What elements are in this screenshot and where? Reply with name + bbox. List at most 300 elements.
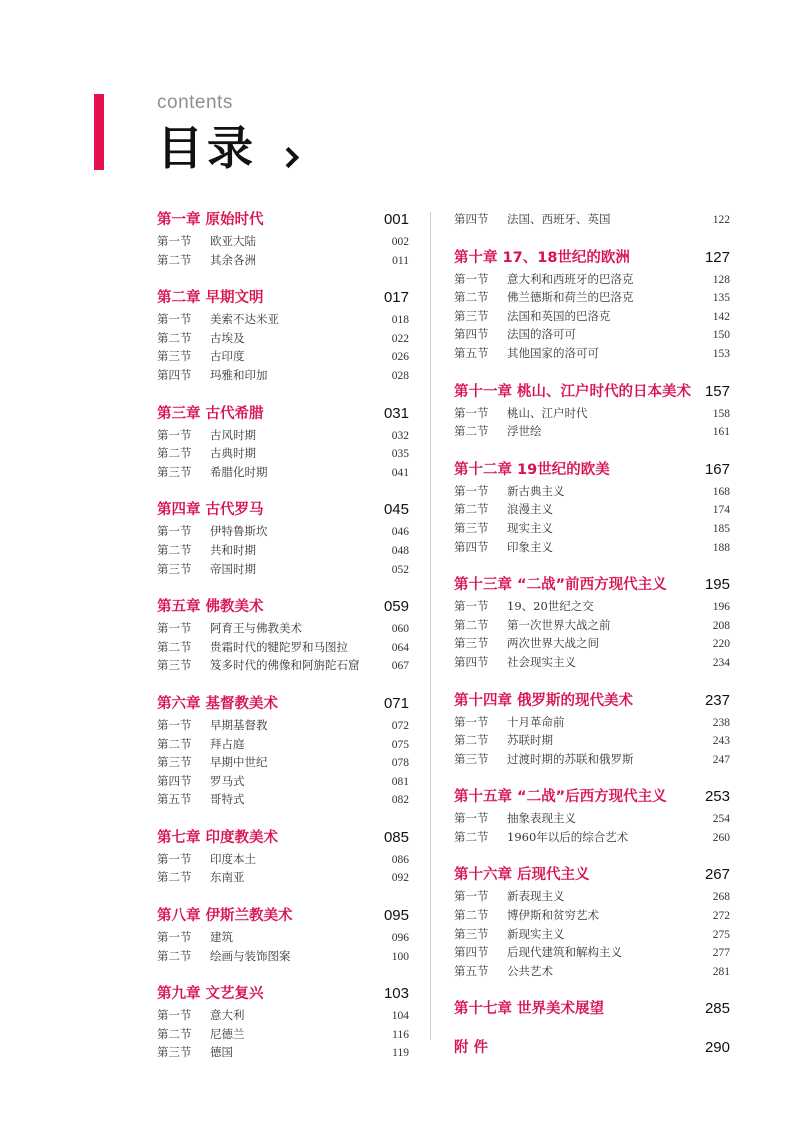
toc-chapter — [157, 404, 409, 482]
section-number: 第三节 — [157, 1045, 192, 1060]
section-label — [157, 868, 245, 887]
toc-chapter — [157, 288, 409, 384]
section-label — [157, 426, 256, 445]
chapter-title: 第四章 古代罗马 — [157, 502, 264, 519]
chapter-page-number: 195 — [704, 576, 730, 594]
toc-chapter — [454, 460, 730, 556]
section-entry[interactable] — [157, 772, 409, 791]
section-entry[interactable] — [454, 828, 730, 847]
section-name: 欧亚大陆 — [210, 234, 256, 248]
section-page-number: 142 — [712, 310, 730, 323]
section-entry[interactable] — [157, 522, 409, 541]
section-entry[interactable] — [157, 928, 409, 947]
chapter-entry[interactable] — [157, 210, 409, 230]
chapter-page-number: 095 — [383, 907, 409, 925]
chapter-title: 第五章 佛教美术 — [157, 599, 264, 616]
section-name: 法国和英国的巴洛克 — [507, 308, 611, 323]
section-page-number: 046 — [391, 526, 409, 539]
contents-label: contents — [157, 92, 233, 113]
section-page-number: 041 — [391, 466, 409, 479]
section-page-number: 100 — [391, 950, 409, 963]
section-entry[interactable] — [157, 444, 409, 463]
section-page-number: 277 — [712, 947, 730, 960]
section-number: 第二节 — [454, 502, 489, 517]
section-name: 公共艺术 — [507, 963, 553, 978]
chapter-title: 第十六章 后现代主义 — [454, 867, 590, 884]
section-label — [157, 619, 302, 638]
section-label — [157, 329, 245, 348]
section-page-number: 104 — [391, 1010, 409, 1023]
section-number: 第一节 — [454, 483, 489, 498]
section-label — [157, 560, 256, 579]
section-name: 后现代建筑和解构主义 — [507, 945, 622, 960]
section-number: 第一节 — [157, 234, 192, 248]
section-number: 第二节 — [157, 1026, 192, 1041]
chapter-entry[interactable] — [157, 694, 409, 714]
section-page-number: 002 — [391, 236, 409, 248]
section-number: 第五节 — [454, 963, 489, 978]
section-name: 古风时期 — [210, 427, 256, 442]
chapter-entry[interactable] — [454, 691, 730, 711]
chapter-entry[interactable] — [454, 248, 730, 268]
section-entry[interactable] — [157, 1025, 409, 1044]
section-number: 第一节 — [454, 889, 489, 904]
section-name: 阿育王与佛教美术 — [210, 621, 302, 636]
section-label — [157, 522, 268, 541]
section-number: 第三节 — [454, 926, 489, 941]
section-entry[interactable] — [157, 1006, 409, 1025]
section-label — [454, 809, 576, 828]
section-name: 希腊化时期 — [210, 464, 268, 479]
section-number: 第二节 — [157, 639, 192, 654]
section-name: 新现实主义 — [507, 926, 565, 941]
section-entry[interactable] — [157, 735, 409, 754]
section-name: 早期基督教 — [210, 717, 268, 732]
section-label — [157, 656, 360, 675]
chevron-right-icon — [278, 147, 299, 168]
section-number: 第二节 — [454, 617, 489, 632]
chapter-page-number: 103 — [383, 985, 409, 1003]
section-entry[interactable] — [157, 347, 409, 366]
section-page-number: 092 — [391, 872, 409, 885]
section-page-number: 254 — [712, 813, 730, 826]
section-entry[interactable] — [454, 943, 730, 962]
section-label — [454, 404, 588, 423]
section-name: 拜占庭 — [210, 736, 245, 751]
toc-chapter — [454, 382, 730, 441]
section-label — [454, 731, 553, 750]
section-entry[interactable] — [157, 366, 409, 385]
chapter-entry[interactable] — [157, 984, 409, 1004]
section-label — [157, 310, 279, 329]
chapter-entry[interactable] — [157, 500, 409, 520]
section-page-number: 026 — [391, 351, 409, 364]
section-entry[interactable] — [454, 887, 730, 906]
chapter-entry[interactable] — [157, 906, 409, 926]
section-label — [454, 307, 611, 326]
chapter-title: 第十二章 19世纪的欧美 — [454, 461, 610, 478]
section-number: 第四节 — [157, 367, 192, 382]
toc-chapter — [157, 210, 409, 269]
chapter-page-number: 127 — [704, 248, 730, 266]
toc-chapter — [454, 865, 730, 980]
section-name: 共和时期 — [210, 542, 256, 557]
section-entry[interactable] — [157, 638, 409, 657]
section-label — [157, 716, 268, 735]
section-entry[interactable] — [454, 962, 730, 981]
section-label — [157, 232, 256, 251]
section-page-number: 272 — [712, 910, 730, 923]
section-entry[interactable] — [454, 809, 730, 828]
section-page-number: 220 — [712, 638, 730, 651]
toc-chapter — [454, 210, 730, 229]
section-number: 第四节 — [454, 654, 489, 669]
toc-chapter — [157, 828, 409, 887]
section-entry[interactable] — [454, 925, 730, 944]
section-number: 第二节 — [157, 948, 192, 963]
section-label — [454, 210, 611, 229]
chapter-page-number: 237 — [704, 691, 730, 709]
section-entry[interactable] — [157, 850, 409, 869]
section-number: 第二节 — [157, 736, 192, 751]
chapter-entry[interactable] — [454, 575, 730, 595]
section-page-number: 035 — [391, 448, 409, 461]
section-number: 第五节 — [157, 792, 192, 807]
toc-chapter — [454, 248, 730, 363]
section-page-number: 281 — [712, 965, 730, 978]
section-entry[interactable] — [157, 868, 409, 887]
chapter-entry[interactable] — [454, 382, 730, 402]
section-number: 第四节 — [454, 212, 489, 226]
section-page-number: 067 — [391, 660, 409, 673]
section-name: 美索不达米亚 — [210, 312, 279, 327]
section-page-number: 168 — [712, 485, 730, 498]
chapter-entry[interactable] — [454, 1038, 730, 1058]
section-entry[interactable] — [454, 653, 730, 672]
section-label — [157, 735, 245, 754]
section-name: 新古典主义 — [507, 483, 565, 498]
section-page-number: 119 — [392, 1047, 409, 1060]
section-name: 早期中世纪 — [210, 755, 268, 770]
section-number: 第二节 — [157, 252, 192, 267]
section-number: 第五节 — [454, 345, 489, 360]
toc-chapter — [454, 1038, 730, 1058]
section-page-number: 135 — [712, 292, 730, 305]
section-label — [157, 251, 256, 270]
section-label — [454, 943, 622, 962]
section-name: 浪漫主义 — [507, 502, 553, 517]
chapter-page-number: 059 — [383, 598, 409, 616]
section-name: 帝国时期 — [210, 561, 256, 576]
section-number: 第二节 — [454, 290, 489, 305]
section-label — [157, 928, 233, 947]
toc-column-right — [454, 210, 730, 1077]
section-entry[interactable] — [157, 541, 409, 560]
section-entry[interactable] — [157, 251, 409, 270]
section-page-number: 260 — [712, 831, 730, 844]
section-name: 古埃及 — [210, 330, 245, 345]
toc-chapter — [157, 597, 409, 675]
chapter-entry[interactable] — [157, 288, 409, 308]
chapter-entry[interactable] — [454, 999, 730, 1019]
section-label — [454, 828, 628, 847]
section-number: 第三节 — [157, 658, 192, 673]
section-number: 第四节 — [454, 539, 489, 554]
section-page-number: 082 — [391, 794, 409, 807]
section-entry[interactable] — [454, 307, 730, 326]
section-page-number: 247 — [712, 753, 730, 766]
toc-chapter — [454, 691, 730, 769]
section-entry[interactable] — [454, 519, 730, 538]
section-entry[interactable] — [454, 616, 730, 635]
section-page-number: 208 — [712, 619, 730, 632]
chapter-page-number: 290 — [704, 1039, 730, 1057]
section-entry[interactable] — [157, 716, 409, 735]
section-entry[interactable] — [157, 790, 409, 809]
section-name: 法国的洛可可 — [507, 327, 576, 342]
section-page-number: 153 — [712, 347, 730, 360]
section-entry[interactable] — [454, 325, 730, 344]
section-number: 第三节 — [454, 308, 489, 323]
section-label — [454, 519, 553, 538]
section-page-number: 078 — [391, 757, 409, 770]
chapter-page-number: 071 — [383, 694, 409, 712]
chapter-page-number: 031 — [383, 404, 409, 422]
section-number: 第三节 — [454, 636, 489, 651]
section-entry[interactable] — [454, 597, 730, 616]
section-number: 第三节 — [454, 520, 489, 535]
toc-chapter — [157, 500, 409, 578]
section-number: 第一节 — [157, 621, 192, 636]
chapter-entry[interactable] — [157, 597, 409, 617]
section-label — [454, 344, 599, 363]
section-label — [454, 482, 565, 501]
accent-bar — [94, 94, 104, 170]
section-number: 第一节 — [454, 714, 489, 729]
section-page-number: 075 — [391, 738, 409, 751]
section-entry[interactable] — [157, 1043, 409, 1062]
section-label — [454, 713, 565, 732]
chapter-entry[interactable] — [454, 460, 730, 480]
chapter-title: 第一章 原始时代 — [157, 212, 264, 228]
section-entry[interactable] — [454, 422, 730, 441]
section-page-number: 128 — [712, 273, 730, 286]
section-entry[interactable] — [157, 656, 409, 675]
toc-chapter — [454, 575, 730, 671]
section-number: 第二节 — [157, 446, 192, 461]
section-number: 第一节 — [157, 427, 192, 442]
section-number: 第一节 — [454, 271, 489, 286]
section-number: 第三节 — [157, 561, 192, 576]
toc-chapter — [454, 999, 730, 1019]
section-number: 第一节 — [454, 405, 489, 420]
toc-chapter — [157, 906, 409, 965]
section-number: 第一节 — [157, 524, 192, 539]
section-number: 第二节 — [454, 829, 489, 844]
chapter-title: 第三章 古代希腊 — [157, 405, 264, 422]
section-entry[interactable] — [157, 232, 409, 251]
section-label — [454, 500, 553, 519]
chapter-entry[interactable] — [157, 404, 409, 424]
chapter-title: 第十七章 世界美术展望 — [454, 1001, 605, 1018]
section-number: 第四节 — [454, 945, 489, 960]
section-name: 绘画与装饰图案 — [210, 948, 291, 963]
section-number: 第三节 — [157, 755, 192, 770]
section-name: 法国、西班牙、英国 — [507, 212, 611, 226]
section-label — [454, 538, 553, 557]
section-label — [157, 638, 348, 657]
chapter-title: 第十五章 “二战”后西方现代主义 — [454, 789, 667, 806]
section-number: 第四节 — [157, 773, 192, 788]
section-label — [157, 444, 256, 463]
section-name: 贵霜时代的犍陀罗和马图拉 — [210, 639, 348, 654]
section-label — [454, 653, 576, 672]
section-name: 浮世绘 — [507, 424, 542, 439]
section-label — [157, 772, 245, 791]
chapter-title: 第九章 文艺复兴 — [157, 986, 264, 1003]
section-name: 第一次世界大战之前 — [507, 617, 611, 632]
section-number: 第四节 — [454, 327, 489, 342]
section-number: 第一节 — [157, 851, 192, 866]
chapter-page-number: 167 — [704, 460, 730, 478]
section-name: 十月革命前 — [507, 714, 565, 729]
section-page-number: 174 — [712, 504, 730, 517]
section-entry[interactable] — [454, 270, 730, 289]
chapter-title: 第十四章 俄罗斯的现代美术 — [454, 692, 634, 709]
section-name: 玛雅和印加 — [210, 367, 268, 382]
section-entry[interactable] — [157, 947, 409, 966]
section-page-number: 048 — [391, 544, 409, 557]
section-name: 意大利和西班牙的巴洛克 — [507, 271, 634, 286]
section-page-number: 028 — [391, 369, 409, 382]
toc-chapter — [157, 694, 409, 809]
chapter-entry[interactable] — [454, 865, 730, 885]
section-entry[interactable] — [157, 753, 409, 772]
section-label — [157, 541, 256, 560]
section-name: 建筑 — [210, 930, 233, 945]
section-entry[interactable] — [157, 426, 409, 445]
section-label — [157, 850, 256, 869]
section-name: 社会现实主义 — [507, 654, 576, 669]
section-number: 第一节 — [157, 1008, 192, 1023]
section-label — [157, 753, 268, 772]
section-name: 新表现主义 — [507, 889, 565, 904]
section-label — [157, 347, 245, 366]
chapter-title: 第十三章 “二战”前西方现代主义 — [454, 577, 667, 594]
section-number: 第一节 — [157, 312, 192, 327]
section-number: 第二节 — [157, 542, 192, 557]
section-entry[interactable] — [454, 482, 730, 501]
section-name: 抽象表现主义 — [507, 811, 576, 826]
chapter-page-number: 017 — [383, 289, 409, 307]
section-entry[interactable] — [454, 750, 730, 769]
section-page-number: 185 — [712, 522, 730, 535]
section-name: 博伊斯和贫穷艺术 — [507, 908, 599, 923]
toc-chapter — [454, 787, 730, 846]
section-label — [454, 288, 634, 307]
section-label — [157, 1025, 245, 1044]
section-name: 德国 — [210, 1045, 233, 1060]
section-entry[interactable] — [454, 538, 730, 557]
section-page-number: 011 — [392, 254, 409, 267]
chapter-entry[interactable] — [454, 787, 730, 807]
toc-chapter — [157, 984, 409, 1062]
section-entry[interactable] — [157, 463, 409, 482]
section-entry[interactable] — [454, 344, 730, 363]
section-label — [454, 906, 599, 925]
section-label — [454, 616, 611, 635]
section-entry[interactable] — [454, 713, 730, 732]
section-name: 东南亚 — [210, 870, 245, 885]
chapter-title: 第十一章 桃山、江户时代的日本美术 — [454, 383, 692, 400]
section-entry[interactable] — [157, 329, 409, 348]
section-label — [454, 925, 565, 944]
section-entry[interactable] — [157, 560, 409, 579]
section-entry[interactable] — [454, 210, 730, 229]
section-name: 其余各洲 — [210, 252, 256, 267]
section-name: 过渡时期的苏联和俄罗斯 — [507, 751, 634, 766]
chapter-title: 附 件 — [454, 1040, 489, 1057]
section-entry[interactable] — [454, 404, 730, 423]
section-page-number: 116 — [392, 1028, 409, 1041]
section-label — [157, 366, 268, 385]
section-label — [454, 634, 599, 653]
section-page-number: 022 — [391, 332, 409, 345]
section-name: 印象主义 — [507, 539, 553, 554]
section-entry[interactable] — [454, 500, 730, 519]
chapter-page-number: 267 — [704, 866, 730, 884]
section-page-number: 268 — [712, 891, 730, 904]
section-name: 1960年以后的综合艺术 — [507, 829, 629, 844]
chapter-page-number: 157 — [704, 382, 730, 400]
section-page-number: 122 — [712, 214, 730, 226]
section-page-number: 238 — [712, 716, 730, 729]
chapter-entry[interactable] — [157, 828, 409, 848]
section-page-number: 275 — [712, 928, 730, 941]
section-label — [454, 750, 634, 769]
section-page-number: 064 — [391, 641, 409, 654]
section-entry[interactable] — [454, 634, 730, 653]
section-name: 苏联时期 — [507, 733, 553, 748]
toc-column-left — [157, 210, 409, 1081]
section-page-number: 243 — [712, 735, 730, 748]
chapter-title: 第七章 印度教美术 — [157, 829, 279, 846]
section-entry[interactable] — [454, 731, 730, 750]
section-label — [454, 887, 565, 906]
section-entry[interactable] — [454, 288, 730, 307]
section-page-number: 081 — [391, 775, 409, 788]
section-label — [454, 597, 594, 616]
section-entry[interactable] — [157, 310, 409, 329]
section-entry[interactable] — [454, 906, 730, 925]
section-number: 第二节 — [454, 424, 489, 439]
section-name: 19、20世纪之交 — [507, 599, 594, 614]
section-number: 第二节 — [157, 870, 192, 885]
section-name: 其他国家的洛可可 — [507, 345, 599, 360]
section-label — [454, 325, 576, 344]
section-entry[interactable] — [157, 619, 409, 638]
section-number: 第三节 — [454, 751, 489, 766]
section-label — [157, 947, 291, 966]
section-number: 第一节 — [157, 930, 192, 945]
section-label — [157, 1006, 245, 1025]
chapter-page-number: 253 — [704, 788, 730, 806]
section-name: 桃山、江户时代 — [507, 405, 588, 420]
section-name: 两次世界大战之间 — [507, 636, 599, 651]
section-number: 第三节 — [157, 464, 192, 479]
section-name: 笈多时代的佛像和阿旃陀石窟 — [210, 658, 360, 673]
section-name: 意大利 — [210, 1008, 245, 1023]
